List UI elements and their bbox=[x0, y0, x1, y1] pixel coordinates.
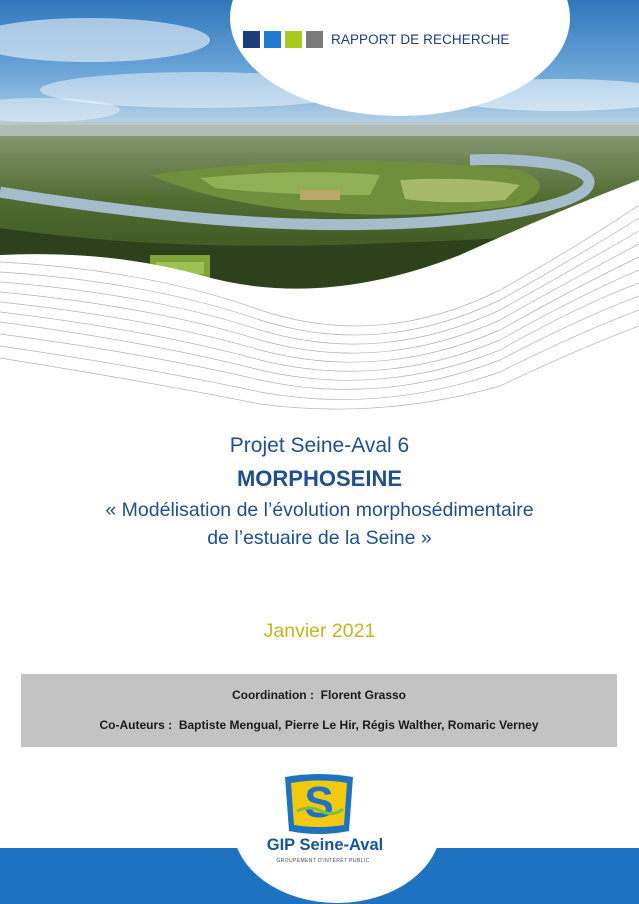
coauthors-label: Co-Auteurs : bbox=[99, 718, 173, 732]
coordination-row bbox=[21, 688, 617, 702]
logo-letter: S bbox=[304, 778, 334, 827]
aerial-river-photo bbox=[0, 0, 639, 420]
title-block bbox=[0, 432, 639, 552]
logo-name: GIP Seine-Aval bbox=[266, 836, 384, 854]
coauthors-names: Baptiste Mengual, Pierre Le Hir, Régis Walther, Romaric Verney bbox=[178, 718, 539, 732]
subtitle-line-2: de l’estuaire de la Seine » bbox=[207, 527, 432, 549]
brand-square-2 bbox=[264, 31, 281, 48]
brand-square-1 bbox=[243, 31, 260, 48]
logo-tagline: GROUPEMENT D'INTÉRÊT PUBLIC bbox=[276, 858, 370, 864]
brand-square-3 bbox=[285, 31, 302, 48]
publication-date: Janvier 2021 bbox=[263, 620, 376, 642]
coordination-name: Florent Grasso bbox=[320, 688, 406, 702]
project-acronym: MORPHOSEINE bbox=[236, 466, 403, 491]
credits-box bbox=[21, 674, 617, 747]
brand-square-4 bbox=[306, 31, 323, 48]
coauthors-row bbox=[21, 718, 617, 732]
coordination-label: Coordination : bbox=[231, 688, 314, 702]
report-type-label: RAPPORT DE RECHERCHE bbox=[331, 31, 510, 47]
subtitle-line-1: « Modélisation de l’évolution morphosédimentaire bbox=[105, 499, 534, 521]
project-name: Projet Seine-Aval 6 bbox=[229, 434, 410, 457]
report-type-tag bbox=[243, 29, 510, 49]
cover-hero-photo bbox=[0, 0, 639, 420]
gip-seine-aval-logo-icon bbox=[279, 771, 359, 846]
